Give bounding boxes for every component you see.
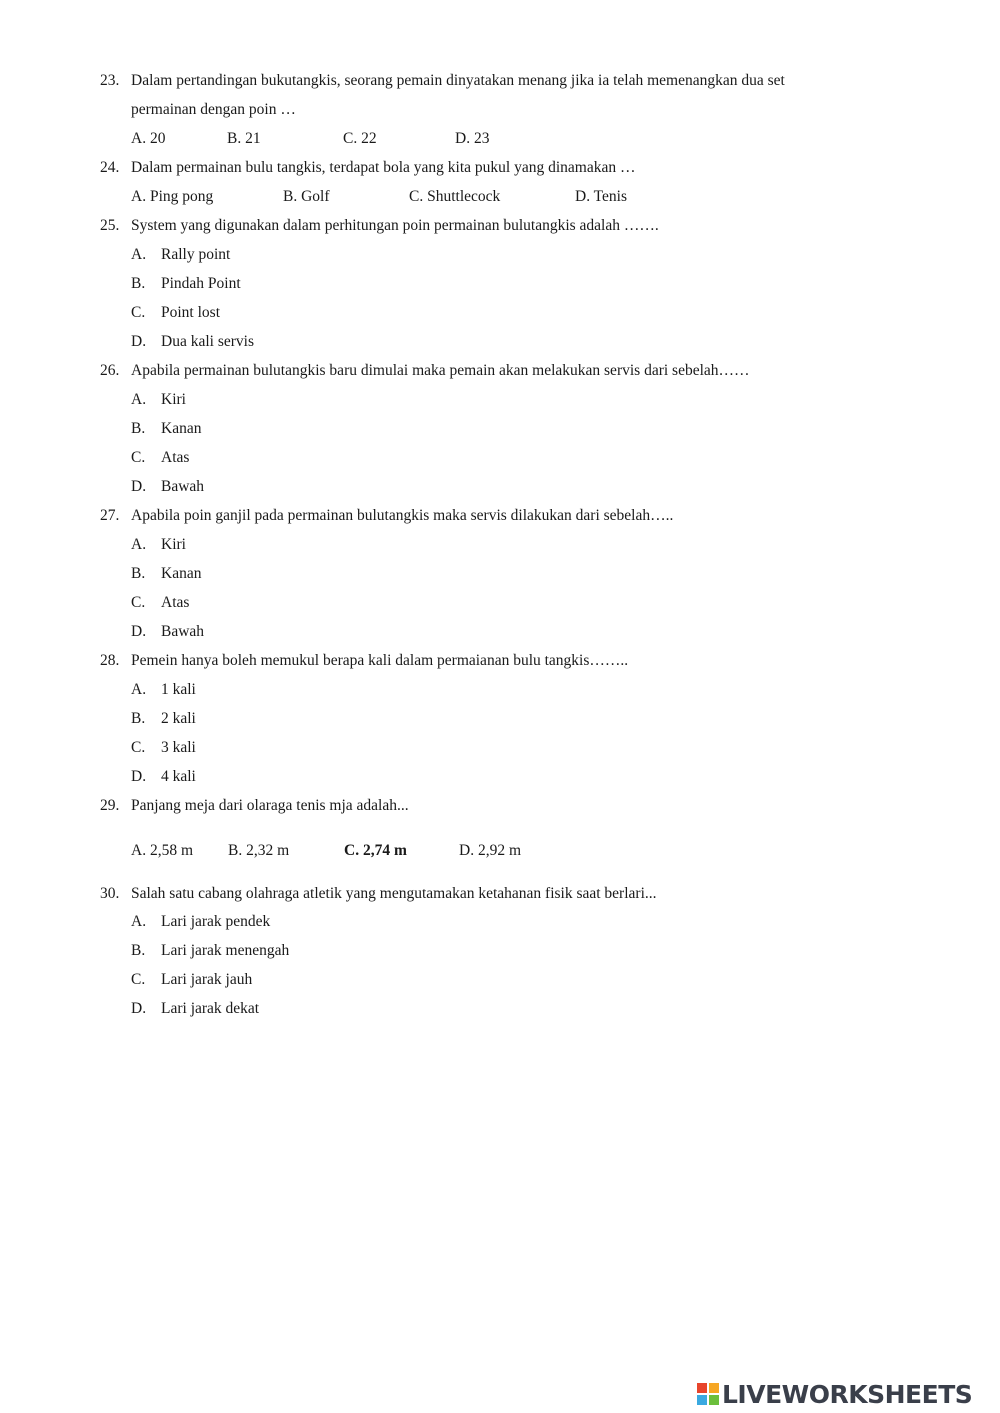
option-letter: C.	[131, 304, 146, 321]
question-text: Apabila poin ganjil pada permainan bulutangkis maka servis dilakukan dari sebelah…..	[131, 507, 674, 524]
question-text: System yang digunakan dalam perhitungan poin permainan bulutangkis adalah …….	[131, 217, 659, 234]
option-text: Lari jarak jauh	[161, 971, 253, 988]
option-d[interactable]: D. Tenis	[575, 188, 628, 205]
question-30	[100, 884, 657, 904]
question-text: Dalam pertandingan bukutangkis, seorang pemain dinyatakan menang jika ia telah memenangkan dua set	[131, 72, 785, 89]
option-c[interactable]: C. 22	[343, 130, 377, 147]
question-23	[100, 71, 785, 91]
question-text: Apabila permainan bulutangkis baru dimulai maka pemain akan melakukan servis dari sebelah……	[131, 362, 750, 379]
option-text: Atas	[161, 594, 190, 611]
question-26	[100, 361, 750, 381]
option-b[interactable]	[131, 419, 201, 439]
option-text: Bawah	[161, 478, 205, 495]
option-letter: C.	[131, 594, 146, 611]
option-a[interactable]	[131, 912, 270, 932]
question-27	[100, 506, 673, 526]
liveworksheets-logo	[697, 1380, 972, 1408]
option-letter: C.	[131, 449, 146, 466]
option-a[interactable]: A. 2,58 m	[131, 842, 193, 859]
logo-mark-icon	[697, 1383, 719, 1405]
question-number: 23.	[100, 72, 120, 89]
logo-square-v	[697, 1395, 707, 1405]
option-letter: A.	[131, 681, 147, 698]
option-text: Kanan	[161, 565, 202, 582]
option-text: Pindah Point	[161, 275, 241, 292]
question-25	[100, 216, 659, 236]
option-letter: B.	[131, 275, 146, 292]
option-c[interactable]	[131, 738, 196, 758]
option-text: 2 kali	[161, 710, 196, 727]
question-28	[100, 651, 628, 671]
option-text: Bawah	[161, 623, 205, 640]
logo-text: LIVEWORKSHEETS	[722, 1379, 973, 1409]
option-b[interactable]: B. Golf	[283, 188, 330, 205]
option-d[interactable]: D. 23	[455, 130, 490, 147]
option-b[interactable]: B. 21	[227, 130, 261, 147]
option-c-answer[interactable]: C. 2,74 m	[344, 842, 407, 859]
question-text: Salah satu cabang olahraga atletik yang mengutamakan ketahanan fisik saat berlari...	[131, 885, 657, 902]
question-text-continued: permainan dengan poin …	[131, 101, 296, 118]
option-letter: A.	[131, 536, 147, 553]
option-c[interactable]	[131, 970, 252, 990]
option-a[interactable]	[131, 535, 186, 555]
option-a[interactable]: A. 20	[131, 130, 166, 147]
option-b[interactable]	[131, 709, 196, 729]
option-d[interactable]	[131, 477, 204, 497]
option-letter: C.	[131, 739, 146, 756]
option-letter: D.	[131, 333, 147, 350]
option-text: Kiri	[161, 391, 186, 408]
option-letter: C.	[131, 971, 146, 988]
option-letter: B.	[131, 942, 146, 959]
question-number: 27.	[100, 507, 120, 524]
option-d[interactable]	[131, 767, 196, 787]
option-b[interactable]	[131, 274, 241, 294]
question-text: Dalam permainan bulu tangkis, terdapat bola yang kita pukul yang dinamakan …	[131, 159, 636, 176]
option-b[interactable]	[131, 564, 201, 584]
option-text: Lari jarak pendek	[161, 913, 271, 930]
option-c[interactable]	[131, 448, 189, 468]
option-b[interactable]: B. 2,32 m	[228, 842, 290, 859]
option-a[interactable]	[131, 390, 186, 410]
option-letter: A.	[131, 391, 147, 408]
option-text: Point lost	[161, 304, 221, 321]
option-text: Rally point	[161, 246, 231, 263]
option-a[interactable]	[131, 245, 230, 265]
option-d[interactable]	[131, 332, 254, 352]
option-letter: B.	[131, 420, 146, 437]
option-letter: B.	[131, 565, 146, 582]
option-b[interactable]	[131, 941, 289, 961]
option-text: 4 kali	[161, 768, 196, 785]
question-text: Panjang meja dari olaraga tenis mja adalah...	[131, 797, 409, 814]
option-text: Atas	[161, 449, 190, 466]
question-text: Pemein hanya boleh memukul berapa kali dalam permaianan bulu tangkis……..	[131, 652, 629, 669]
option-text: Lari jarak dekat	[161, 1000, 260, 1017]
option-letter: D.	[131, 478, 147, 495]
option-text: Lari jarak menengah	[161, 942, 290, 959]
option-c[interactable]	[131, 303, 220, 323]
logo-square-i	[709, 1383, 719, 1393]
option-letter: B.	[131, 710, 146, 727]
question-number: 26.	[100, 362, 120, 379]
option-text: Kiri	[161, 536, 186, 553]
option-text: 3 kali	[161, 739, 196, 756]
question-29	[100, 796, 409, 816]
option-letter: D.	[131, 623, 147, 640]
option-text: Kanan	[161, 420, 202, 437]
option-d[interactable]	[131, 622, 204, 642]
option-a[interactable]: A. Ping pong	[131, 188, 214, 205]
question-24	[100, 158, 635, 178]
option-letter: D.	[131, 768, 147, 785]
option-text: Dua kali servis	[161, 333, 254, 350]
option-c[interactable]: C. Shuttlecock	[409, 188, 501, 205]
logo-square-l	[697, 1383, 707, 1393]
logo-square-e	[709, 1395, 719, 1405]
option-letter: A.	[131, 246, 147, 263]
question-number: 24.	[100, 159, 120, 176]
option-d[interactable]	[131, 999, 259, 1019]
question-number: 28.	[100, 652, 120, 669]
question-number: 30.	[100, 885, 120, 902]
option-letter: D.	[131, 1000, 147, 1017]
question-number: 25.	[100, 217, 120, 234]
option-a[interactable]	[131, 680, 196, 700]
option-letter: A.	[131, 913, 147, 930]
option-text: 1 kali	[161, 681, 196, 698]
option-c[interactable]	[131, 593, 189, 613]
option-d[interactable]: D. 2,92 m	[459, 842, 521, 859]
question-number: 29.	[100, 797, 120, 814]
